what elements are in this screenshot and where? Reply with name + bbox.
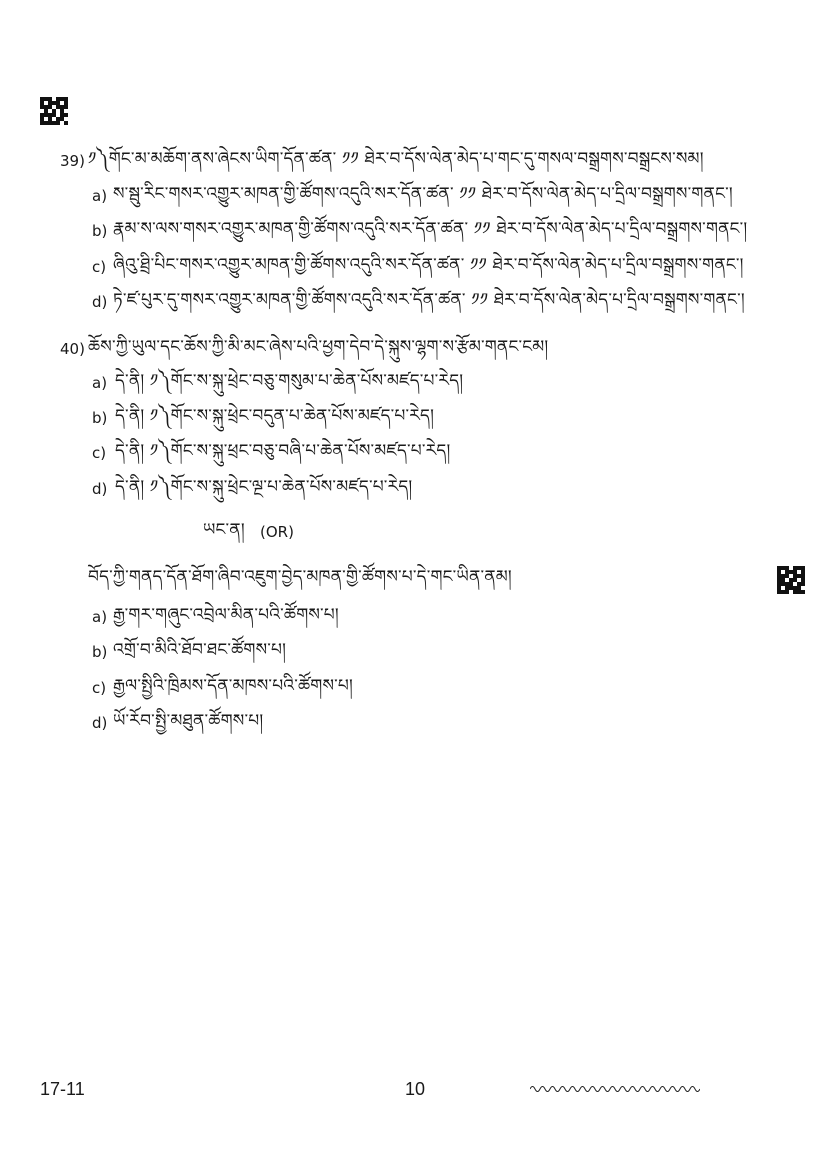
paper-code: 17-11 <box>40 1079 85 1099</box>
option-label: c) <box>92 258 107 276</box>
question-stem: བོད་ཀྱི་གནད་དོན་ཐོག་ཞིབ་འཇུག་བྱེད་མཁན་གྱི་ཚོགས་པ་དེ་གང་ཡིན་ནམ། <box>88 567 512 587</box>
option-label: d) <box>92 714 108 732</box>
option-label: a) <box>92 608 108 626</box>
option-text: ཞིའུ་ཐྲི་པིང་གསར་འགྱུར་མཁན་གྱི་ཚོགས་འདུའི་སར་དོན་ཚན་ ༡༡ ཐེར་བ་དོས་ལེན་མེད་པ་དྲིལ་བསྒྲགས་གནང་། <box>113 255 744 275</box>
option-text: ཏེ་ཛ་པུར་དུ་གསར་འགྱུར་མཁན་གྱི་ཚོགས་འདུའི་སར་དོན་ཚན་ ༡༡ ཐེར་བ་དོས་ལེན་མེད་པ་དྲིལ་བསྒྲགས་གནང་། <box>113 290 745 310</box>
option-label: a) <box>92 374 108 392</box>
option-label: a) <box>92 187 108 205</box>
option-label: c) <box>92 679 107 697</box>
option-text: འགྲོ་བ་མིའི་ཐོབ་ཐང་ཚོགས་པ། <box>113 640 287 660</box>
question-stem: ༡༽གོང་མ་མཆོག་ནས་ཞེངས་ཡིག་དོན་ཚན་ ༡༡ ཐེར་བ་དོས་ལེན་མེད་པ་གང་དུ་གསལ་བསྒྲགས་བསྒྲངས་སམ། <box>88 149 704 169</box>
wavy-line-decoration <box>530 1083 700 1095</box>
option-text: དེ་ནི། ༡༽གོང་ས་སྐུ་ཕྲེང་ལྔ་པ་ཆེན་པོས་མཛད་པ་རེད། <box>115 477 413 497</box>
option-label: d) <box>92 480 108 498</box>
or-english: (OR) <box>260 523 294 541</box>
option-label: d) <box>92 293 108 311</box>
or-tibetan: ཡང་ན། <box>203 520 245 540</box>
question-number: 40) <box>60 340 85 358</box>
option-text: རྒྱལ་སྤྱིའི་ཁྲིམས་དོན་མཁས་པའི་ཚོགས་པ། <box>113 676 353 696</box>
option-label: c) <box>92 444 107 462</box>
qr-code-right <box>777 566 805 594</box>
option-text: ས་སྦུ་རིང་གསར་འགྱུར་མཁན་གྱི་ཚོགས་འདུའི་སར་དོན་ཚན་ ༡༡ ཐེར་བ་དོས་ལེན་མེད་པ་དྲིལ་བསྒྲགས་གནང་། <box>113 184 733 204</box>
option-label: b) <box>92 643 108 661</box>
option-text: དེ་ནི། ༡༽གོང་ས་སྐུ་ཕྲང་བཅུ་བཞི་པ་ཆེན་པོས་མཛད་པ་རེད། <box>115 441 451 461</box>
option-text: རྣམ་ས་ལས་གསར་འགྱུར་མཁན་གྱི་ཚོགས་འདུའི་སར་དོན་ཚན་ ༡༡ ཐེར་བ་དོས་ལེན་མེད་པ་དྲིལ་བསྒྲགས་གནང་། <box>113 219 748 239</box>
page-number: 10 <box>405 1079 426 1099</box>
option-text: དེ་ནི། ༡༽གོང་ས་སྐུ་ཕྲེང་བདུན་པ་ཆེན་པོས་མཛད་པ་རེད། <box>115 406 435 426</box>
option-text: དེ་ནི། ༡༽གོང་ས་སྐུ་ཕྲེང་བཅུ་གསུམ་པ་ཆེན་པོས་མཛད་པ་རེད། <box>115 371 464 391</box>
option-label: b) <box>92 409 108 427</box>
option-label: b) <box>92 222 108 240</box>
question-number: 39) <box>60 152 85 170</box>
option-text: རྒྱ་གར་གཞུང་འབྲེལ་མིན་པའི་ཚོགས་པ། <box>113 605 339 625</box>
qr-code-top-left <box>40 97 68 125</box>
option-text: ཡོ་རོབ་སྤྱི་མཐུན་ཚོགས་པ། <box>113 711 264 731</box>
question-stem: ཆོས་ཀྱི་ཡུལ་དང་ཆོས་ཀྱི་མི་མང་ཞེས་པའི་ཕྱག་དེབ་དེ་སྐུས་ལྷག་ས་རྩོམ་གནང་ངམ། <box>88 337 549 357</box>
